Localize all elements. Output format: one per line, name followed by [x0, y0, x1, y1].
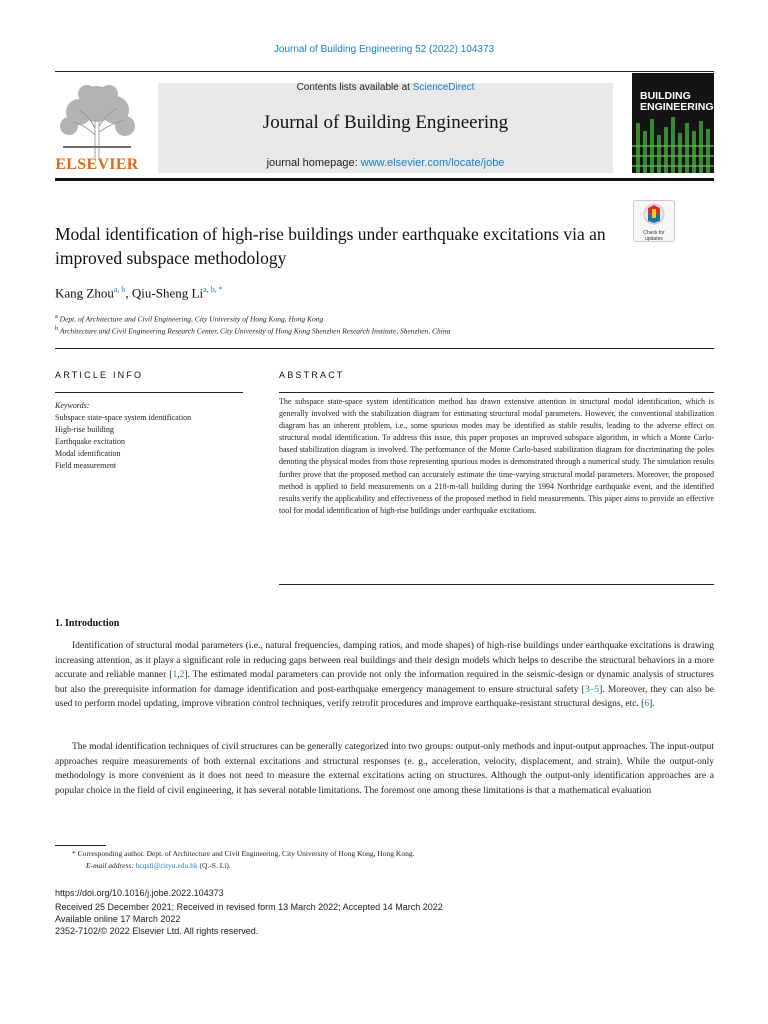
check-for-updates-badge[interactable] [633, 200, 675, 242]
keyword-item: Field measurement [55, 461, 117, 470]
section-heading-introduction: 1. Introduction [55, 618, 120, 629]
journal-cover-thumbnail [632, 73, 714, 173]
elsevier-wordmark: ELSEVIER [55, 156, 139, 173]
author-affiliation-marks[interactable]: a, b, * [203, 285, 223, 294]
doi-link[interactable]: https://doi.org/10.1016/j.jobe.2022.104373 [55, 888, 224, 898]
keywords-block [55, 400, 255, 472]
header-bottom-rule [55, 178, 714, 181]
keyword-item: High-rise building [55, 425, 114, 434]
abstract-bottom-rule [279, 584, 714, 585]
sciencedirect-link[interactable]: ScienceDirect [412, 82, 475, 93]
journal-homepage [158, 157, 613, 169]
affiliation-mark: b [55, 325, 59, 332]
citation-link[interactable]: 1 [172, 670, 178, 680]
abstract-top-rule [279, 392, 714, 393]
article-info-rule [55, 392, 243, 393]
citation-link[interactable]: 3–5 [584, 684, 600, 695]
intro-paragraph-2: The modal identification techniques of civil structures can be generally categorized into two groups: output-only methods and input-output approaches. The input-output approaches require measurements of both external excitations and structural responses (e. g., acceleration, velocity, displacement, and strain). While the output-only methodology is more convenient as it does not need to measure the external excitations acting on structures. Although the output-only identification approaches are a popular choice in the field of civil engineering, it has several notable limitations. The foremost one among these limitations is that a mathematical evaluation [55, 742, 714, 796]
crossmark-label-1: Check for [643, 230, 665, 236]
journal-title: Journal of Building Engineering [262, 112, 509, 133]
cover-title [640, 91, 714, 113]
corresponding-author-note: * Corresponding author. Dept. of Architecture and Civil Engineering, City University of Hong Kong, Hong Kong. [72, 849, 415, 858]
citation-link[interactable]: 6 [644, 699, 650, 709]
copyright: 2352-7102/© 2022 Elsevier Ltd. All rights reserved. [55, 926, 259, 936]
elsevier-tree-logo [55, 80, 139, 158]
paragraph-text: ]. [649, 699, 655, 709]
front-matter-rule [55, 348, 714, 349]
citation-link[interactable]: 2 [179, 670, 185, 680]
author-name[interactable]: Qiu-Sheng Li [131, 285, 204, 301]
intro-paragraph-1 [55, 639, 714, 712]
author-list [55, 285, 223, 301]
contents-prefix: Contents lists available at [296, 82, 413, 93]
keyword-item: Modal identification [55, 449, 121, 458]
email-suffix: (Q.-S. Li). [197, 861, 231, 870]
author-name[interactable]: Kang Zhou [55, 285, 114, 301]
contents-line [158, 82, 613, 93]
footnote-rule [55, 845, 106, 846]
article-history: Received 25 December 2021; Received in revised form 13 March 2022; Accepted 14 March 2022 [55, 902, 443, 912]
keyword-item: Subspace state-space system identification [55, 413, 192, 422]
email-label: E-mail address: [86, 861, 136, 870]
cover-art [632, 73, 714, 173]
cover-title-line-2: ENGINEERING [640, 101, 714, 113]
affiliation-a [55, 313, 323, 324]
email-link[interactable]: bcqsli@cityu.edu.hk [135, 861, 198, 870]
citation-separator: , [177, 670, 180, 680]
paragraph-text: Identification of structural modal parameters (i.e., natural frequencies, damping ratios, and mode shapes) of high-rise buildings under earthquake excitations is drawing increasing attention, as it plays a significant role in reducing gaps between real buildings and their design models which helps to describe the structural behaviors in a more accurate and reliable manner [ [55, 641, 714, 680]
homepage-prefix: journal homepage: [266, 157, 361, 169]
article-info-heading: ARTICLE INFO [55, 370, 144, 380]
author-separator: , [125, 285, 132, 301]
abstract-text: The subspace state-space system identification method has drawn extensive attention in structural modal identification, which is generally involved with the stabilization diagram for estimating structural modal parameters. However, the conventional stabilization diagram has an inherent problem, i.e., some spurious modes may be identified as stable results, leading to the adverse effect on structural modal identification. To address this issue, this paper proposes an improved subspace algorithm, in which a Monte Carlo-based stabilization diagram is involved. The performance of the Monte Carlo-based stabilization diagram for discriminating the poles denoting the physical modes from those representing spurious modes is demonstrated through a numerical study. The simulation results further prove that the proposed method can accurately estimate the time-varying structural modal parameters. Moreover, the proposed method is applied to field measurements on a 218-m-tall building during the 1994 Northridge earthquake event, and the identified results verify the applicability and effectiveness of the proposed method in field measurements. This paper aims to provide an effective tool for modal identification of high-rise buildings under earthquake excitations. [279, 397, 714, 515]
email-note [86, 861, 231, 870]
keyword-item: Earthquake excitation [55, 437, 125, 446]
abstract-heading: ABSTRACT [279, 370, 345, 380]
affiliation-text: Architecture and Civil Engineering Research Center, City University of Hong Kong Shenzhen Research Institute, Shenzhen, China [59, 326, 451, 336]
article-title: Modal identification of high-rise buildings under earthquake excitations via an improved subspace methodology [55, 224, 606, 268]
homepage-link[interactable]: www.elsevier.com/locate/jobe [360, 157, 505, 169]
affiliation-text: Dept. of Architecture and Civil Engineering, City University of Hong Kong, Hong Kong [59, 314, 324, 324]
affiliation-b [55, 325, 450, 336]
author-affiliation-marks[interactable]: a, b [113, 285, 126, 294]
journal-reference[interactable]: Journal of Building Engineering 52 (2022) 104373 [273, 44, 495, 55]
affiliation-mark: a [55, 313, 58, 320]
cover-title-line-1: BUILDING [640, 90, 691, 102]
crossmark-icon [634, 201, 674, 227]
paragraph-text: ]. The estimated modal parameters can provide not only the information required in the seismic-design or dynamic analysis of structures but also the prerequisite information for damage identification and post-earthquake emergency management to ensure structural safety [ [55, 670, 714, 695]
header-top-rule [55, 71, 714, 72]
available-online: Available online 17 March 2022 [55, 914, 181, 924]
crossmark-label-2: updates [645, 235, 663, 242]
paragraph-text: ]. Moreover, they can also be used to perform model updating, improve vibration control techniques, verify retrofit procedures and improve earthquake-resistant structural designs, etc. [ [55, 684, 714, 709]
keywords-label: Keywords: [55, 401, 90, 410]
